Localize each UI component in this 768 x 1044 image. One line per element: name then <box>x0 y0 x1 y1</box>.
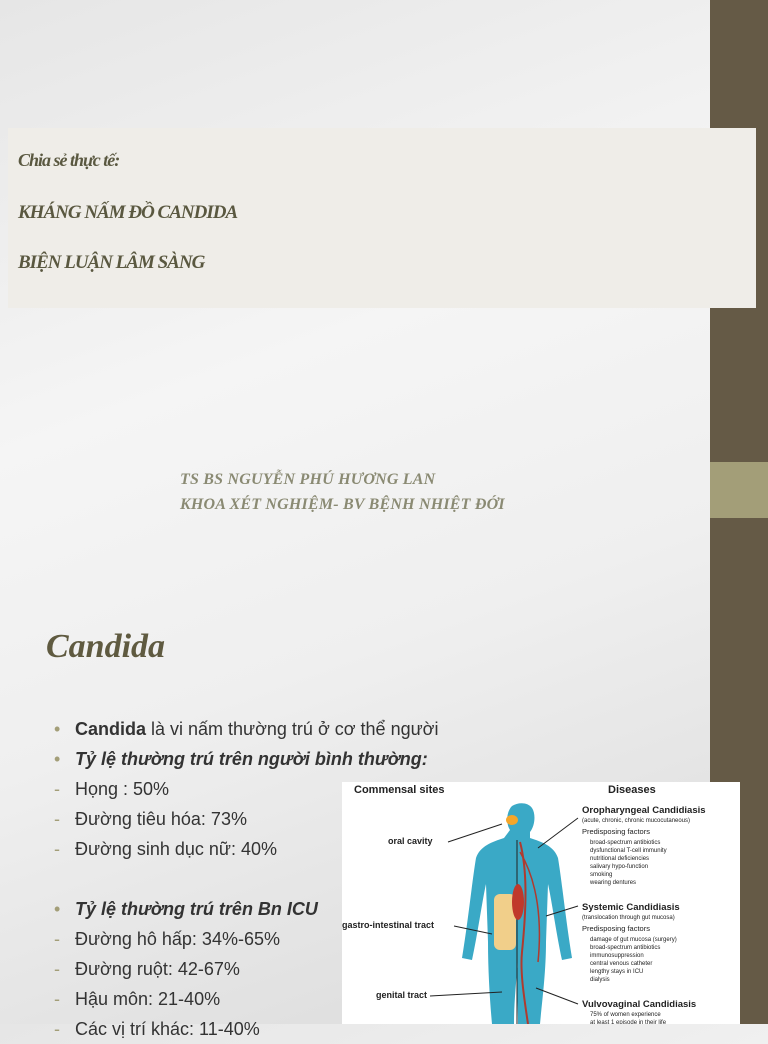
dash-marker: - <box>54 929 60 949</box>
disease-arrow <box>538 818 578 848</box>
bullet-text: Họng : 50% <box>75 779 170 799</box>
oral-cavity-highlight <box>506 815 518 825</box>
bullet-text: Đường sinh dục nữ: 40% <box>75 839 278 859</box>
factor-item: wearing dentures <box>590 880 637 886</box>
site-arrow <box>448 824 502 842</box>
factor-item: damage of gut mucosa (surgery) <box>590 937 677 943</box>
bullet-text: Tỷ lệ thường trú trên người bình thường: <box>75 749 428 769</box>
human-body-illustration <box>462 803 572 1024</box>
candida-diagram <box>342 782 740 1024</box>
predisposing-label: Predisposing factors <box>582 827 650 836</box>
disease-vulvovaginal <box>582 999 696 1024</box>
site-genital-tract: genital tract <box>376 990 428 1000</box>
list-item <box>54 714 474 744</box>
predisposing-label: Predisposing factors <box>582 924 650 933</box>
bullet-text: là vi nấm thường trú ở cơ thể người <box>146 719 439 739</box>
factor-item: broad-spectrum antibiotics <box>590 945 661 951</box>
bullet-marker: • <box>54 749 61 769</box>
dash-marker: - <box>54 959 60 979</box>
author-affiliation: KHOA XÉT NGHIỆM- BV BỆNH NHIỆT ĐỚI <box>180 496 505 513</box>
bullet-marker: • <box>54 899 61 919</box>
title-box <box>8 128 756 308</box>
bullet-text: Đường hô hấp: 34%-65% <box>75 929 280 949</box>
factor-item: 75% of women experience <box>590 1012 661 1018</box>
factor-item: dysfunctional T-cell immunity <box>590 848 667 854</box>
factor-item: salivary hypo-function <box>590 864 649 870</box>
disease-title: Oropharyngeal Candidiasis <box>582 805 706 816</box>
title-topic: KHÁNG NẤM ĐỒ CANDIDA <box>18 202 238 223</box>
organ-highlight <box>512 884 524 920</box>
dash-marker: - <box>54 1019 60 1039</box>
bullet-text: Đường tiêu hóa: 73% <box>75 809 247 829</box>
factor-item: nutritional deficiencies <box>590 856 650 862</box>
title-intro: Chia sẻ thực tế: <box>18 150 120 170</box>
list-item <box>54 744 474 774</box>
factor-item: immunosuppression <box>590 953 644 959</box>
factor-item: dialysis <box>590 977 610 983</box>
disease-oropharyngeal <box>582 805 706 886</box>
title-subtopic: BIỆN LUẬN LÂM SÀNG <box>18 252 205 273</box>
diagram-heading-diseases: Diseases <box>608 784 656 796</box>
factor-item: broad-spectrum antibiotics <box>590 840 661 846</box>
dash-marker: - <box>54 989 60 1009</box>
disease-systemic <box>582 902 680 983</box>
disease-subtitle: (acute, chronic, chronic mucocutaneous) <box>582 818 691 824</box>
bullet-text: Các vị trí khác: 11-40% <box>75 1019 260 1039</box>
site-gi-tract: gastro-intestinal tract <box>342 920 435 930</box>
dash-marker: - <box>54 779 60 799</box>
bullet-text: Đường ruột: 42-67% <box>75 959 240 979</box>
bullet-bold-term: Candida <box>75 719 147 739</box>
disease-subtitle: (translocation through gut mucosa) <box>582 915 675 921</box>
bullet-text: Tỷ lệ thường trú trên Bn ICU <box>75 899 318 919</box>
dash-marker: - <box>54 839 60 859</box>
disease-title: Vulvovaginal Candidiasis <box>582 999 697 1010</box>
sidebar-accent-block <box>710 462 768 518</box>
slide-heading: Candida <box>46 628 166 665</box>
bullet-marker: • <box>54 719 61 739</box>
diagram-heading-commensal: Commensal sites <box>354 784 445 796</box>
bullet-text: Hậu môn: 21-40% <box>75 989 221 1009</box>
disease-title: Systemic Candidiasis <box>582 902 680 913</box>
dash-marker: - <box>54 809 60 829</box>
site-oral-cavity: oral cavity <box>388 836 433 846</box>
candida-diagram-svg <box>342 782 740 1024</box>
factor-item: smoking <box>590 872 613 878</box>
author-name: TS BS NGUYỄN PHÚ HƯƠNG LAN <box>180 471 436 488</box>
factor-item: lengthy stays in ICU <box>590 969 644 975</box>
factor-item: central venous catheter <box>590 961 653 967</box>
factor-item: at least 1 episode in their life <box>590 1020 667 1024</box>
